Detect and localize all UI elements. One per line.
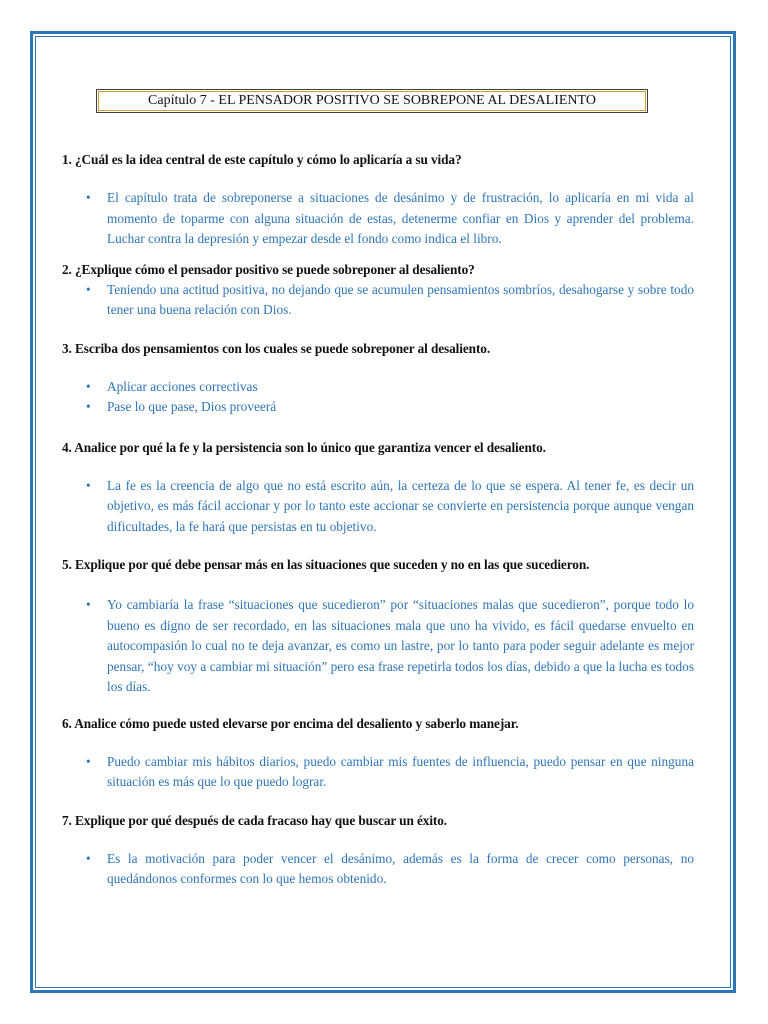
question-4: 4. Analice por qué la fe y la persistencia son lo único que garantiza vencer el desaliento. (62, 439, 546, 455)
answer-text: Teniendo una actitud positiva, no dejando que se acumulen pensamientos sombríos, desahogarse y sobre todo tener una buena relación con Dios. (107, 281, 694, 317)
question-7: 7. Explique por qué después de cada fracaso hay que buscar un éxito. (62, 812, 448, 828)
question-6: 6. Analice cómo puede usted elevarse por encima del desaliento y saberlo manejar. (62, 715, 519, 731)
answer-list-2 (62, 280, 694, 321)
answer-1-1 (62, 188, 694, 250)
answer-6-1 (62, 752, 694, 793)
answer-list-5 (62, 595, 694, 698)
answer-text: La fe es la creencia de algo que no está escrito aún, la certeza de lo que se espera. Al tener fe, es decir un objetivo, es más fácil accionar y por lo tanto este accionar se convierte en persistencia porque aunque vengan dificultades, la fe hará que persistas en tu objetivo. (107, 477, 694, 534)
answer-text: Puedo cambiar mis hábitos diarios, puedo cambiar mis fuentes de influencia, puedo pensar en que ninguna situación es más que lo que puedo lograr. (107, 753, 694, 789)
answer-3-1 (62, 377, 694, 398)
question-3: 3. Escriba dos pensamientos con los cuales se puede sobreponer al desaliento. (62, 340, 491, 356)
answer-text: Es la motivación para poder vencer el desánimo, además es la forma de crecer como personas, no quedándonos conformes con lo que hemos obtenido. (107, 850, 694, 886)
answer-2-1 (62, 280, 694, 321)
answer-4-1 (62, 476, 694, 538)
answer-text: El capítulo trata de sobreponerse a situaciones de desánimo y de frustración, lo aplicaría en mi vida al momento de toparme con alguna situación de estas, detenerme confiar en Dios y aprender del problema. Luchar contra la depresión y empezar desde el fondo como indica el libro. (107, 190, 694, 246)
bullet-icon: • (86, 281, 91, 297)
answer-text: Yo cambiaría la frase “situaciones que sucedieron” por “situaciones malas que sucedieron”, porque todo lo bueno es digno de ser recordado, en las situaciones mala que uno ha vivido, es fácil quedarse envuelto en autocompasión lo cual no te deja avanzar, es como un lastre, por lo tanto para poder seguir adelante es mejor pensar, “hoy voy a cambiar mi situación” pero esa frase repetirla todos los días, debido a que la lucha es todos los días. (107, 597, 694, 694)
bullet-icon: • (86, 753, 91, 769)
bullet-icon: • (86, 399, 91, 414)
answer-3-2 (62, 397, 694, 418)
bullet-icon: • (86, 190, 91, 205)
answer-7-1 (62, 849, 694, 890)
bullet-icon: • (86, 477, 91, 493)
bullet-icon: • (86, 850, 91, 866)
chapter-title: Capítulo 7 - EL PENSADOR POSITIVO SE SOBREPONE AL DESALIENTO (98, 91, 646, 111)
answer-list-6 (62, 752, 694, 793)
bullet-icon: • (86, 597, 91, 612)
bullet-icon: • (86, 378, 91, 394)
answer-list-7 (62, 849, 694, 890)
question-1: 1. ¿Cuál es la idea central de este capítulo y cómo lo aplicaría a su vida? (62, 152, 462, 167)
answer-text: Pase lo que pase, Dios proveerá (107, 399, 277, 414)
document-body (62, 150, 694, 890)
answer-list-4 (62, 476, 694, 538)
question-2: 2. ¿Explique cómo el pensador positivo se puede sobreponer al desaliento? (62, 261, 475, 277)
answer-text: Aplicar acciones correctivas (107, 378, 258, 394)
answer-list-1 (62, 188, 694, 250)
answer-5-1 (62, 595, 694, 698)
question-5: 5. Explique por qué debe pensar más en las situaciones que suceden y no en las que sucedieron. (62, 557, 590, 572)
answer-list-3 (62, 377, 694, 418)
